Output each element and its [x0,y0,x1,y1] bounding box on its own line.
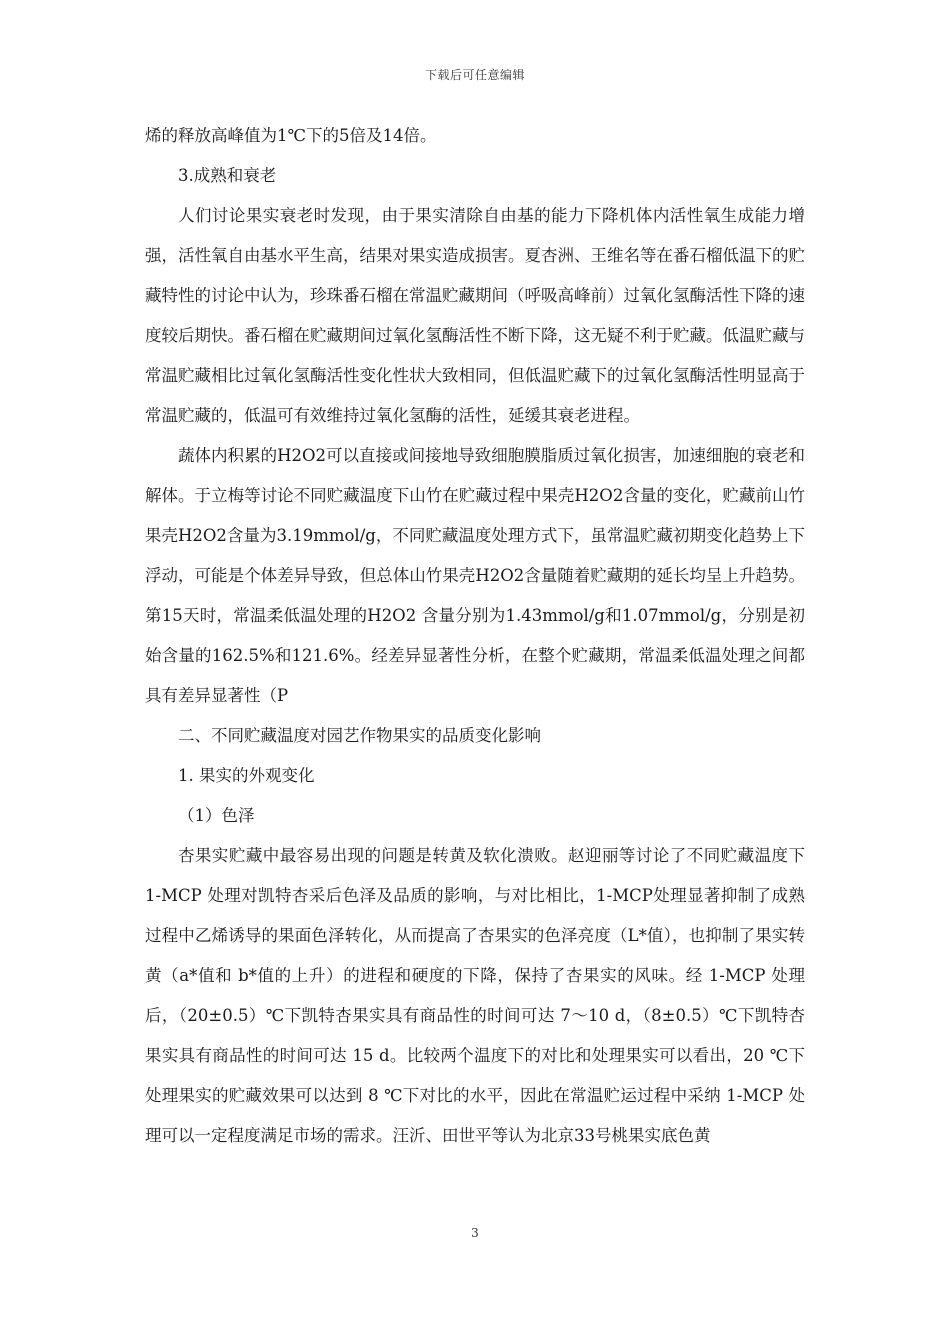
page-number: 3 [471,1226,479,1240]
subsection-heading: 1. 果实的外观变化 [178,766,315,785]
page-header: 下载后可任意编辑 [424,68,525,82]
subsection-heading: （1）色泽 [178,806,255,825]
paragraph: 蔬体内积累的H2O2可以直接或间接地导致细胞膜脂质过氧化损害，加速细胞的衰老和解体。于立梅等讨论不同贮藏温度下山竹在贮藏过程中果壳H2O2含量的变化，贮藏前山竹果壳H2O2含量为3.19mmol/g，不同贮藏温度处理方式下，虽常温贮藏初期变化趋势上下浮动，可能是个体差异导致，但总体山竹果壳H2O2含量随着贮藏期的延长均呈上升趋势。第15天时，常温柔低温处理的H2O2 含量分别为1.43mmol/g和1.07mmol/g，分别是初始含量的162.5%和121.6%。经差异显著性分析，在整个贮藏期，常温柔低温处理之间都具有差异显著性（P [145,446,805,705]
document-body [145,116,805,1156]
paragraph: 人们讨论果实衰老时发现，由于果实清除自由基的能力下降机体内活性氧生成能力增强，活性氧自由基水平生高，结果对果实造成损害。夏杏洲、王维名等在番石榴低温下的贮藏特性的讨论中认为，珍珠番石榴在常温贮藏期间（呼吸高峰前）过氧化氢酶活性下降的速度较后期快。番石榴在贮藏期间过氧化氢酶活性不断下降，这无疑不利于贮藏。低温贮藏与常温贮藏相比过氧化氢酶活性变化性状大致相同，但低温贮藏下的过氧化氢酶活性明显高于常温贮藏的，低温可有效维持过氧化氢酶的活性，延缓其衰老进程。 [145,206,805,425]
paragraph: 杏果实贮藏中最容易出现的问题是转黄及软化溃败。赵迎丽等讨论了不同贮藏温度下 1-MCP 处理对凯特杏采后色泽及品质的影响，与对比相比，1-MCP处理显著抑制了成熟过程中乙烯诱导的果面色泽转化，从而提高了杏果实的色泽亮度（L*值），也抑制了果实转黄（a*值和 b*值的上升）的进程和硬度的下降，保持了杏果实的风味。经 1-MCP 处理后，（20±0.5）℃下凯特杏果实具有商品性的时间可达 7～10 d，（8±0.5）℃下凯特杏果实具有商品性的时间可达 15 d。比较两个温度下的对比和处理果实可以看出，20 ℃下处理果实的贮藏效果可以达到 8 ℃下对比的水平，因此在常温贮运过程中采纳 1-MCP 处理可以一定程度满足市场的需求。汪沂、田世平等认为北京33号桃果实底色黄 [145,846,805,1145]
section-heading: 3.成熟和衰老 [178,166,277,185]
paragraph: 烯的释放高峰值为1℃下的5倍及14倍。 [145,126,437,145]
section-heading: 二、不同贮藏温度对园艺作物果实的品质变化影响 [178,726,541,745]
